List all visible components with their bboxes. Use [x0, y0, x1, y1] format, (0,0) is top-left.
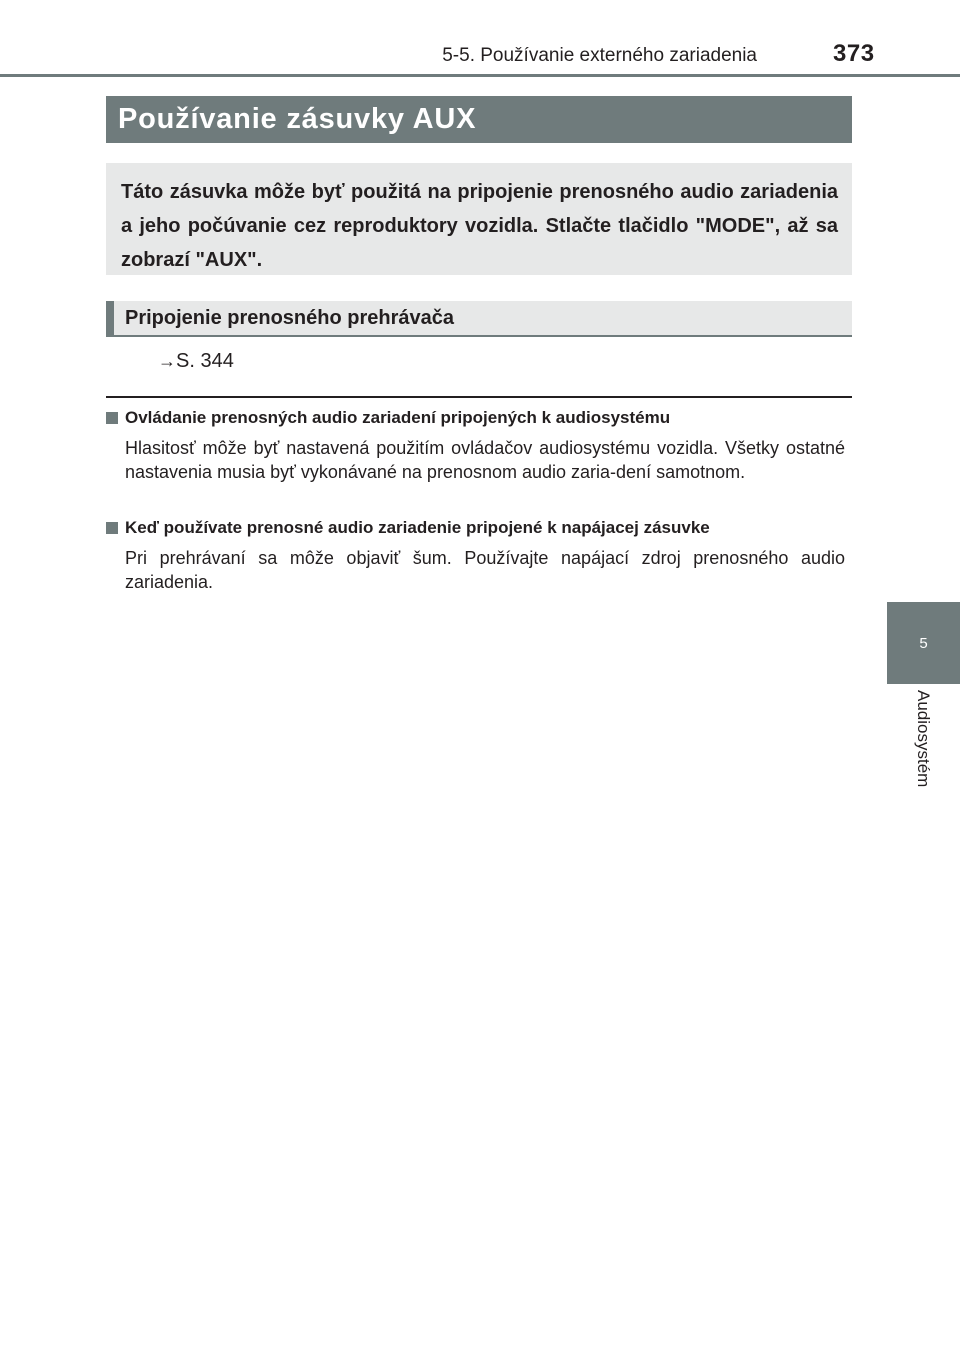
note-heading-text: Ovládanie prenosných audio zariadení pripojených k audiosystému [125, 408, 671, 427]
section-divider [106, 396, 852, 398]
note-body: Hlasitosť môže byť nastavená použitím ovládačov audiosystému vozidla. Všetky ostatné nastavenia musia byť vykonávané na prenosnom audio zaria-dení samotnom. [125, 438, 845, 482]
note-heading [106, 406, 852, 430]
note-item [106, 406, 852, 484]
intro-text: Táto zásuvka môže byť použitá na pripojenie prenosného audio zariadenia a jeho počúvanie cez reproduktory vozidla. Stlačte tlačidlo "MODE", až sa zobrazí "AUX". [121, 181, 838, 271]
chapter-title: 5-5. Používanie externého zariadenia [442, 45, 757, 66]
header-divider [0, 74, 960, 77]
square-bullet-icon [106, 412, 118, 424]
page-reference [158, 347, 234, 375]
subsection-title: Pripojenie prenosného prehrávača [106, 301, 852, 337]
square-bullet-icon [106, 522, 118, 534]
chapter-tab-label-container [887, 690, 960, 840]
note-item [106, 516, 852, 594]
chapter-tab [887, 602, 960, 684]
arrow-right-icon: → [158, 351, 176, 371]
note-heading [106, 516, 852, 540]
page-reference-link[interactable]: S. 344 [176, 350, 234, 372]
chapter-tab-label: Audiosystém [914, 690, 933, 788]
page-number: 373 [833, 40, 875, 67]
chapter-tab-number: 5 [919, 634, 928, 652]
note-body: Pri prehrávaní sa môže objaviť šum. Používajte napájací zdroj prenosného audio zariadenia. [125, 548, 845, 592]
note-heading-text: Keď používate prenosné audio zariadenie pripojené k napájacej zásuvke [125, 518, 710, 537]
section-title: Používanie zásuvky AUX [106, 96, 852, 143]
intro-box [106, 163, 852, 275]
